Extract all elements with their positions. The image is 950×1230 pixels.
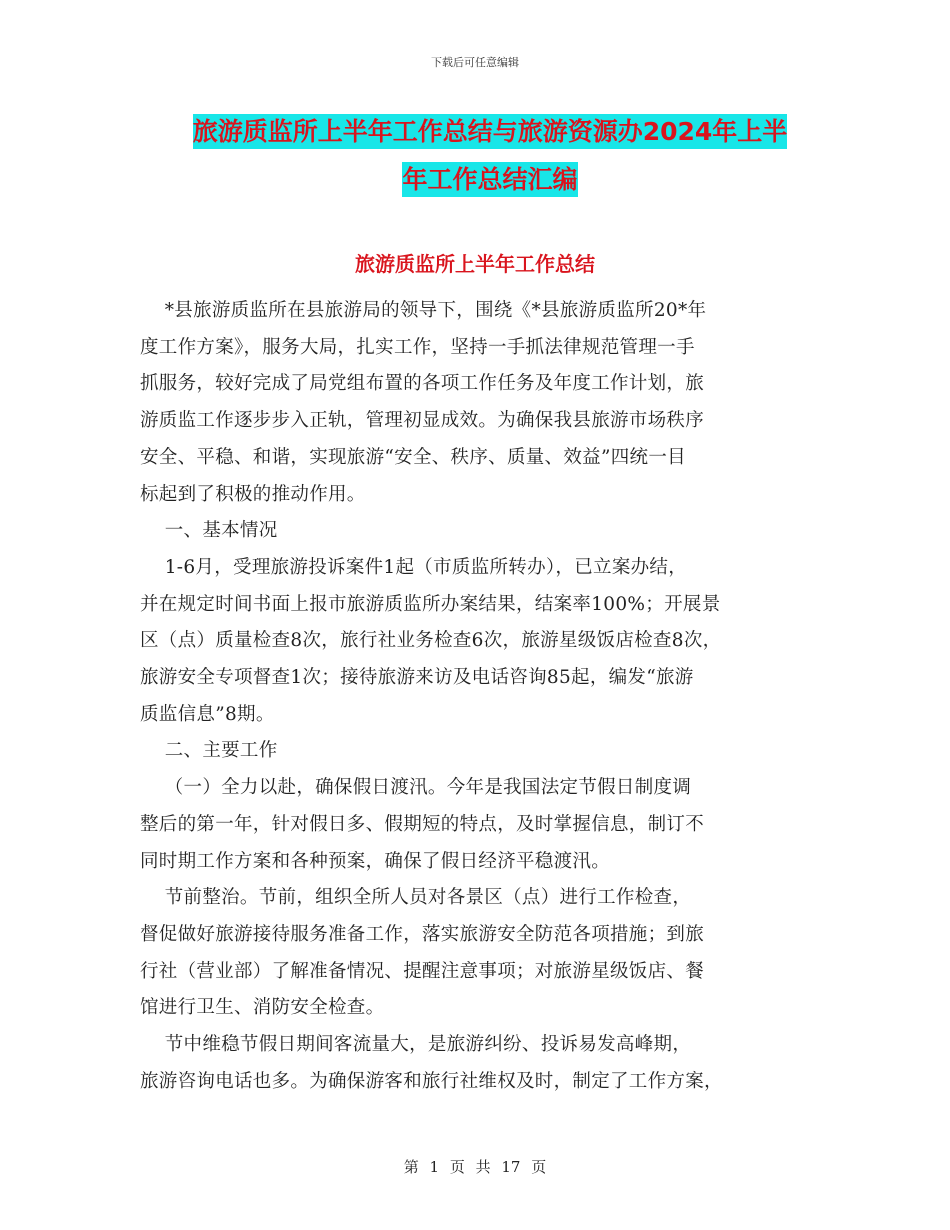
page-number: 第 1 页 共 17 页 xyxy=(403,1158,547,1176)
body-text xyxy=(140,293,830,1100)
text-line: 节中维稳节假日期间客流量大，是旅游纠纷、投诉易发高峰期， xyxy=(140,1034,692,1056)
text-line: 同时期工作方案和各种预案，确保了假日经济平稳渡汛。 xyxy=(140,850,611,872)
text-line: 抓服务，较好完成了局党组布置的各项工作任务及年度工作计划，旅 xyxy=(140,373,705,395)
text-line: 度工作方案》，服务大局，扎实工作，坚持一手抓法律规范管理一手 xyxy=(140,336,695,358)
document-title xyxy=(140,108,840,204)
text-line: 节前整治。节前，组织全所人员对各景区（点）进行工作检查， xyxy=(140,887,692,909)
text-line: 区（点）质量检查8次，旅行社业务检查6次，旅游星级饭店检查8次， xyxy=(140,630,722,652)
text-line: 并在规定时间书面上报市旅游质监所办案结果，结案率100%；开展景 xyxy=(140,593,721,615)
text-line: 1-6月，受理旅游投诉案件1起（市质监所转办），已立案办结， xyxy=(140,556,688,578)
title-line-2: 年工作总结汇编 xyxy=(402,162,577,197)
text-line: 安全、平稳、和谐，实现旅游“安全、秩序、质量、效益”四统一目 xyxy=(140,446,686,468)
text-line: 旅游安全专项督查1次；接待旅游来访及电话咨询85起，编发“旅游 xyxy=(140,667,694,689)
text-line: （一）全力以赴，确保假日渡汛。今年是我国法定节假日制度调 xyxy=(140,777,692,799)
text-line: 标起到了积极的推动作用。 xyxy=(140,483,366,505)
section-title: 旅游质监所上半年工作总结 xyxy=(355,252,595,276)
text-line: 馆进行卫生、消防安全检查。 xyxy=(140,997,385,1019)
text-line: *县旅游质监所在县旅游局的领导下，围绕《*县旅游质监所20*年 xyxy=(140,300,707,321)
title-line-1: 旅游质监所上半年工作总结与旅游资源办2024年上半 xyxy=(193,114,788,149)
header-note: 下载后可任意编辑 xyxy=(431,56,519,69)
text-line: 督促做好旅游接待服务准备工作，落实旅游安全防范各项措施；到旅 xyxy=(140,923,705,945)
text-line: 游质监工作逐步步入正轨，管理初显成效。为确保我县旅游市场秩序 xyxy=(140,410,705,432)
text-line: 一、基本情况 xyxy=(140,520,278,542)
text-line: 旅游咨询电话也多。为确保游客和旅行社维权及时，制定了工作方案， xyxy=(140,1070,723,1092)
text-line: 整后的第一年，针对假日多、假期短的特点，及时掌握信息，制订不 xyxy=(140,813,705,835)
text-line: 质监信息”8期。 xyxy=(140,703,275,725)
text-line: 行社（营业部）了解准备情况、提醒注意事项；对旅游星级饭店、餐 xyxy=(140,960,705,982)
text-line: 二、主要工作 xyxy=(140,740,278,762)
